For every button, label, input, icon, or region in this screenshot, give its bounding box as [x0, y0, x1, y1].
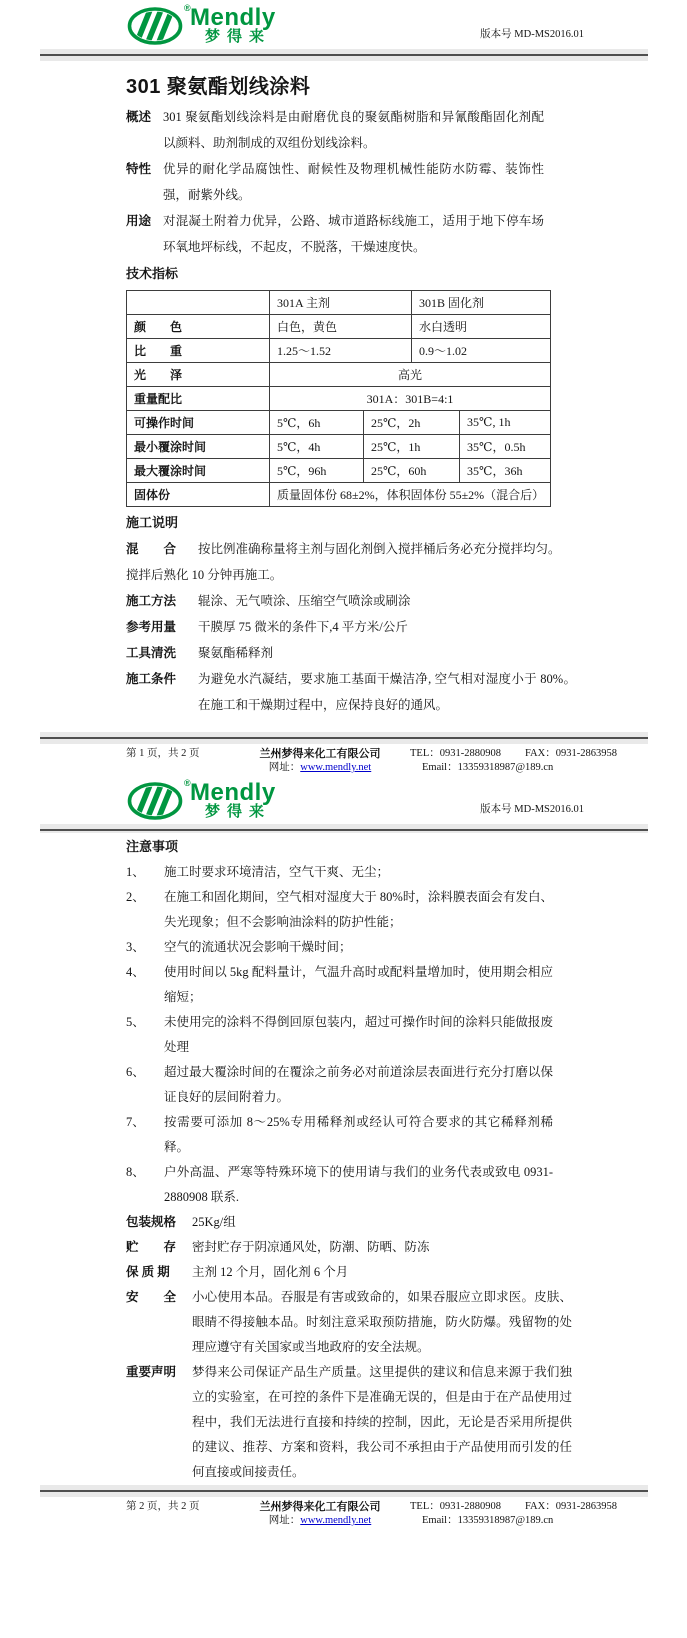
email-label: Email：13359318987@189.cn: [422, 1515, 554, 1526]
mendly-emblem-icon: [126, 6, 184, 46]
fax-label: FAX：0931-2863958: [525, 1501, 617, 1512]
row-label: 最大覆涂时间: [127, 459, 270, 483]
cell-max-25c: 25℃，60h: [364, 459, 460, 483]
brand-logo: [126, 3, 276, 46]
note-item-6: [126, 1060, 601, 1110]
fax-label: FAX：0931-2863958: [525, 748, 617, 759]
note-item-5: [126, 1010, 601, 1060]
feature-text: 优异的耐化学品腐蚀性、耐候性及物理机械性能防水防霉、装饰性强，耐紫外线。: [163, 162, 544, 202]
page-2: [0, 775, 687, 1638]
section-shelf-life: [126, 1260, 601, 1285]
note-number: 2、: [126, 890, 145, 904]
website-label: 网址：: [268, 1515, 301, 1526]
page-info: 第 1 页，共 2 页: [126, 748, 200, 759]
notes-heading: 注意事项: [126, 839, 179, 854]
section-conditions: [126, 666, 601, 718]
version-label: 版本号 MD-MS2016.01: [480, 29, 584, 40]
shelf-life-label: 保 质 期: [126, 1265, 170, 1279]
website-label: 网址：: [268, 762, 301, 773]
tech-specs-table: [126, 290, 551, 507]
note-text: 使用时间以 5kg 配料量计，气温升高时或配料量增加时，使用期会相应缩短；: [164, 965, 553, 1004]
brand-cn-name: 梦得来: [205, 28, 272, 45]
cell-min-25c: 25℃，1h: [364, 435, 460, 459]
tech-specs-heading: 技术指标: [126, 266, 179, 281]
note-item-8: [126, 1160, 601, 1210]
cell-max-35c: 35℃，36h: [460, 459, 551, 483]
page-title: 301 聚氨酯划线涂料: [126, 76, 311, 98]
overview-label: 概述: [126, 110, 152, 124]
note-number: 7、: [126, 1115, 145, 1129]
page1-content: [126, 61, 601, 718]
row-label: 颜 色: [127, 315, 270, 339]
section-storage: [126, 1235, 601, 1260]
note-item-1: [126, 860, 601, 885]
note-number: 1、: [126, 865, 145, 879]
cell-min-5c: 5℃，4h: [270, 435, 364, 459]
note-text: 户外高温、严寒等特殊环境下的使用请与我们的业务代表或致电 0931-2880908 联系.: [164, 1165, 553, 1204]
safety-text: 小心使用本品。吞服是有害或致命的，如果吞服应立即求医。皮肤、眼睛不得接触本品。时刻注意采取预防措施，防火防爆。残留物的处理应遵守有关国家或当地政府的安全法规。: [192, 1290, 572, 1354]
mixing-continuation: 搅拌后熟化 10 分钟再施工。: [126, 568, 283, 582]
footer-spacer: [126, 1514, 244, 1528]
brand-wordmark-box: [190, 4, 276, 45]
consumption-label: 参考用量: [126, 620, 177, 634]
note-number: 4、: [126, 965, 145, 979]
note-item-4: [126, 960, 601, 1010]
header-rule: [40, 824, 648, 833]
footer-rule: [40, 732, 648, 744]
mixing-text: 按比例准确称量将主剂与固化剂倒入搅拌桶后务必充分搅拌均匀。: [198, 542, 561, 556]
table-row-color: [127, 315, 551, 339]
website-line: [244, 1514, 396, 1528]
table-row-min-recoat: [127, 435, 551, 459]
section-safety: [126, 1285, 601, 1360]
packing-text: 25Kg/组: [192, 1215, 236, 1229]
note-text: 施工时要求环境清洁，空气干爽、无尘；: [164, 865, 390, 879]
section-usage: [126, 208, 601, 260]
construction-heading: 施工说明: [126, 515, 179, 530]
note-text: 在施工和固化期间，空气相对湿度大于 80%时，涂料膜表面会有发白、失光现象；但不会影响油涂料的防护性能；: [164, 890, 553, 929]
version-label: 版本号 MD-MS2016.01: [480, 804, 584, 815]
page-info: 第 2 页，共 2 页: [126, 1501, 200, 1512]
registered-mark: ®: [184, 3, 191, 13]
cell-gravity-b: 0.9～1.02: [412, 339, 551, 363]
cell-ratio: 301A：301B=4:1: [270, 387, 551, 411]
section-statement: [126, 1360, 601, 1485]
cell-color-b: 水白透明: [412, 315, 551, 339]
table-row-max-recoat: [127, 459, 551, 483]
table-row-potlife: [127, 411, 551, 435]
website-link[interactable]: www.mendly.net: [300, 1515, 372, 1526]
section-overview: [126, 104, 601, 156]
note-number: 6、: [126, 1065, 145, 1079]
cell-gloss: 高光: [270, 363, 551, 387]
mixing-label: 混 合: [126, 542, 177, 556]
email-label: Email：13359318987@189.cn: [422, 762, 554, 773]
section-packing: [126, 1210, 601, 1235]
statement-text: 梦得来公司保证产品生产质量。这里提供的建议和信息来源于我们独立的实验室，在可控的条件下是准确无误的，但是由于在产品使用过程中，我们无法进行直接和持续的控制，因此，无论是否采用所提供的建议、推荐、方案和资料，我公司不承担由于产品使用而引发的任何直接或间接责任。: [192, 1365, 572, 1479]
section-feature: [126, 156, 601, 208]
page1-header: [126, 0, 584, 46]
brand-wordmark: Mendly: [190, 779, 276, 806]
safety-label: 安 全: [126, 1290, 177, 1304]
cell-color-a: 白色，黄色: [270, 315, 412, 339]
registered-mark: ®: [184, 778, 191, 788]
row-label: 最小覆涂时间: [127, 435, 270, 459]
cell-potlife-25c: 25℃，2h: [364, 411, 460, 435]
note-item-3: [126, 935, 601, 960]
packing-label: 包装规格: [126, 1215, 177, 1229]
footer-contact-line: [396, 747, 666, 761]
statement-label: 重要声明: [126, 1365, 177, 1379]
footer-rule: [40, 1485, 648, 1497]
conditions-text: 为避免水汽凝结，要求施工基面干燥洁净, 空气相对湿度小于 80%。在施工和干燥期过程中，应保持良好的通风。: [198, 672, 576, 712]
table-row-gloss: [127, 363, 551, 387]
storage-text: 密封贮存于阴凉通风处，防潮、防晒、防冻: [192, 1240, 430, 1254]
row-label: 光 泽: [127, 363, 270, 387]
mendly-emblem-icon: [126, 781, 184, 821]
section-consumption: [126, 614, 601, 640]
footer-content: [126, 1500, 687, 1528]
cell-potlife-35c: 35℃, 1h: [460, 411, 551, 435]
header-rule: [40, 49, 648, 61]
brand-wordmark: Mendly: [190, 4, 276, 31]
cell-potlife-5c: 5℃，6h: [270, 411, 364, 435]
brand-logo: [126, 778, 276, 821]
company-name: 兰州梦得来化工有限公司: [259, 748, 381, 760]
note-text: 未使用完的涂料不得倒回原包装内，超过可操作时间的涂料只能做报废处理: [164, 1015, 553, 1054]
row-label: 固体份: [127, 483, 270, 507]
section-cleaning: [126, 640, 601, 666]
page2-content: [126, 833, 601, 1485]
table-row-ratio: [127, 387, 551, 411]
note-number: 8、: [126, 1165, 145, 1179]
note-number: 3、: [126, 940, 145, 954]
table-row-header: [127, 291, 551, 315]
brand-cn-name: 梦得来: [205, 803, 272, 820]
cell-301a-header: 301A 主剂: [270, 291, 412, 315]
brand-wordmark-box: [190, 779, 276, 820]
method-label: 施工方法: [126, 594, 177, 608]
footer-content: [126, 747, 687, 775]
usage-text: 对混凝土附着力优异，公路、城市道路标线施工，适用于地下停车场环氧地坪标线，不起皮，不脱落，干燥速度快。: [163, 214, 544, 254]
cell-gravity-a: 1.25～1.52: [270, 339, 412, 363]
website-line: [244, 761, 396, 775]
conditions-label: 施工条件: [126, 672, 177, 686]
cleaning-text: 聚氨酯稀释剂: [198, 646, 274, 660]
page-1: [0, 0, 687, 775]
note-number: 5、: [126, 1015, 145, 1029]
page1-footer: [0, 732, 687, 775]
note-item-7: [126, 1110, 601, 1160]
footer-spacer: [126, 761, 244, 775]
note-item-2: [126, 885, 601, 935]
note-text: 空气的流通状况会影响干燥时间；: [164, 940, 352, 954]
method-text: 辊涂、无气喷涂、压缩空气喷涂或刷涂: [198, 594, 411, 608]
consumption-text: 干膜厚 75 微米的条件下,4 平方米/公斤: [198, 620, 408, 634]
row-label: 比 重: [127, 339, 270, 363]
company-name: 兰州梦得来化工有限公司: [259, 1501, 381, 1513]
cell-solids: 质量固体份 68±2%，体积固体份 55±2%（混合后）: [270, 483, 551, 507]
table-row-solids: [127, 483, 551, 507]
page2-footer: [0, 1485, 687, 1528]
section-mixing: [126, 536, 601, 562]
feature-label: 特性: [126, 162, 152, 176]
footer-contact-line: [396, 1500, 666, 1514]
cleaning-label: 工具清洗: [126, 646, 177, 660]
storage-label: 贮 存: [126, 1240, 177, 1254]
cell-max-5c: 5℃，96h: [270, 459, 364, 483]
usage-label: 用途: [126, 214, 152, 228]
cell-301b-header: 301B 固化剂: [412, 291, 551, 315]
page2-header: [126, 775, 584, 821]
table-row-gravity: [127, 339, 551, 363]
overview-text: 301 聚氨酯划线涂料是由耐磨优良的聚氨酯树脂和异氰酸酯固化剂配以颜料、助剂制成的双组份划线涂料。: [163, 110, 544, 150]
website-link[interactable]: www.mendly.net: [300, 762, 372, 773]
tel-label: TEL：0931-2880908: [410, 1501, 501, 1512]
section-method: [126, 588, 601, 614]
note-text: 按需要可添加 8～25%专用稀释剂或经认可符合要求的其它稀释剂稀释。: [164, 1115, 553, 1154]
cell-blank: [127, 291, 270, 315]
tel-label: TEL：0931-2880908: [410, 748, 501, 759]
shelf-life-text: 主剂 12 个月，固化剂 6 个月: [192, 1265, 349, 1279]
row-label: 可操作时间: [127, 411, 270, 435]
cell-min-35c: 35℃，0.5h: [460, 435, 551, 459]
row-label: 重量配比: [127, 387, 270, 411]
note-text: 超过最大覆涂时间的在覆涂之前务必对前道涂层表面进行充分打磨以保证良好的层间附着力。: [164, 1065, 553, 1104]
